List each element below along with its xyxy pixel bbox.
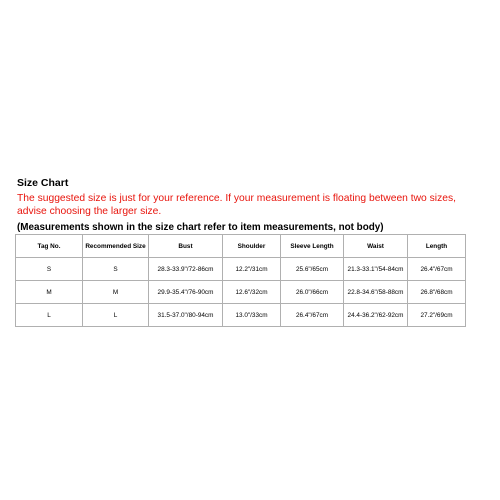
cell-tag-no: M — [16, 281, 83, 304]
header-bust: Bust — [149, 235, 223, 258]
cell-length: 27.2"/69cm — [408, 304, 466, 327]
header-sleeve-length: Sleeve Length — [281, 235, 344, 258]
cell-sleeve-length: 25.6"/65cm — [281, 258, 344, 281]
cell-bust: 28.3-33.9"/72-86cm — [149, 258, 223, 281]
cell-waist: 22.8-34.6"/58-88cm — [344, 281, 408, 304]
cell-waist: 24.4-36.2"/62-92cm — [344, 304, 408, 327]
cell-tag-no: L — [16, 304, 83, 327]
cell-shoulder: 12.6"/32cm — [223, 281, 281, 304]
table-row — [16, 281, 466, 304]
cell-sleeve-length: 26.0"/66cm — [281, 281, 344, 304]
header-tag-no: Tag No. — [16, 235, 83, 258]
cell-tag-no: S — [16, 258, 83, 281]
table-row — [16, 304, 466, 327]
header-waist: Waist — [344, 235, 408, 258]
measurement-note: (Measurements shown in the size chart refer to item measurements, not body) — [17, 222, 384, 233]
cell-recommended-size: S — [83, 258, 149, 281]
header-shoulder: Shoulder — [223, 235, 281, 258]
cell-shoulder: 13.0"/33cm — [223, 304, 281, 327]
cell-sleeve-length: 26.4"/67cm — [281, 304, 344, 327]
cell-bust: 29.9-35.4"/76-90cm — [149, 281, 223, 304]
size-table — [15, 234, 466, 327]
size-notice: The suggested size is just for your reference. If your measurement is floating between two sizes, advise choosing the larger size. — [17, 193, 456, 217]
table-header-row — [16, 235, 466, 258]
cell-waist: 21.3-33.1"/54-84cm — [344, 258, 408, 281]
cell-recommended-size: M — [83, 281, 149, 304]
cell-length: 26.8"/68cm — [408, 281, 466, 304]
header-recommended-size: Recommended Size — [83, 235, 149, 258]
table-row — [16, 258, 466, 281]
cell-length: 26.4"/67cm — [408, 258, 466, 281]
page-title: Size Chart — [17, 177, 69, 189]
header-length: Length — [408, 235, 466, 258]
cell-recommended-size: L — [83, 304, 149, 327]
cell-bust: 31.5-37.0"/80-94cm — [149, 304, 223, 327]
cell-shoulder: 12.2"/31cm — [223, 258, 281, 281]
